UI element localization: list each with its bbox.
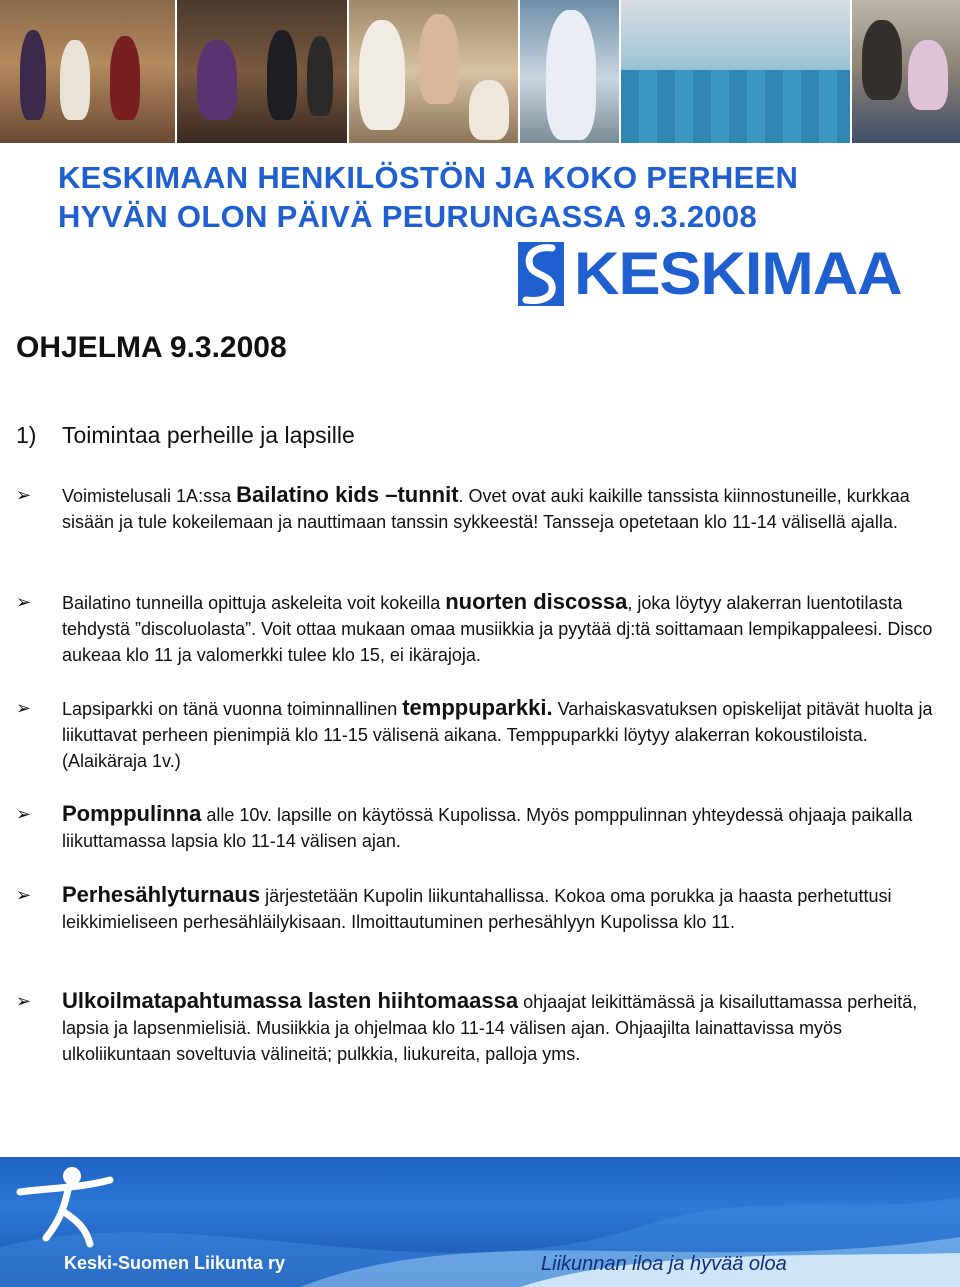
arrow-bullet-icon: ➢ — [16, 485, 32, 505]
bullet-text: , joka löytyy alakerran luentotilasta tehdystä ”discoluolasta”. Voit ottaa mukaan omaa musiikkia ja pyytää dj:tä soittamaan lempikappaleesi. Disco aukeaa klo 11 ja valomerkki tulee klo 15, ei ikärajoja. — [62, 593, 933, 665]
section-title — [16, 421, 355, 449]
photo-spinning-class-2 — [177, 0, 346, 143]
bullet-highlight: Pomppulinna — [62, 801, 202, 826]
bullet-highlight: temppuparkki. — [402, 695, 553, 720]
footer-org-name: Keski-Suomen Liikunta ry — [64, 1253, 286, 1273]
photo-girl-with-children — [349, 0, 518, 143]
section-title-text: Toimintaa perheille ja lapsille — [62, 422, 355, 448]
bullet-text: Varhaiskasvatuksen opiskelijat pitävät huolta ja liikuttavat perheen pienimpiä klo 11-15 välisenä aikana. Temppuparkki löytyy alakerran kokoustiloista. (Alaikäraja 1v.) — [62, 699, 933, 771]
section-number: 1) — [16, 422, 37, 448]
bullet-text: Bailatino tunneilla opittuja askeleita voit kokeilla — [62, 593, 446, 613]
list-item — [16, 482, 946, 535]
keskimaa-s-icon — [518, 242, 564, 306]
photo-strip — [0, 0, 960, 143]
bullet-text: alle 10v. lapsille on käytössä Kupolissa. Myös pomppulinnan yhteydessä ohjaaja paikalla liikuttamassa lapsia klo 11-14 välisen ajan. — [62, 805, 913, 851]
running-figure-logo-icon — [10, 1162, 120, 1252]
bullet-highlight: nuorten discossa — [445, 589, 628, 614]
photo-swimming-pool — [621, 0, 850, 143]
arrow-bullet-icon: ➢ — [16, 804, 32, 824]
event-title-line1: KESKIMAAN HENKILÖSTÖN JA KOKO PERHEEN — [58, 160, 799, 195]
keskimaa-logo — [518, 241, 930, 307]
bullet-text: ohjaajat leikittämässä ja kisailuttamassa perheitä, lapsia ja lapsenmielisiä. Musiikkia ja ohjelmaa klo 11-14 välisen ajan. Ohjaajilta lainattavissa myös ulkoliikuntaan soveltuvia välineitä; pulkkia, liukureita, palloja yms. — [62, 992, 918, 1064]
event-title-line2: HYVÄN OLON PÄIVÄ PEURUNGASSA 9.3.2008 — [58, 199, 758, 234]
arrow-bullet-icon: ➢ — [16, 592, 32, 612]
bullet-text: . Ovet ovat auki kaikille tanssista kiinnostuneille, kurkkaa sisään ja tule kokeilemaan ja nauttimaan tanssin sykkeestä! Tansseja opetetaan klo 11-14 välisellä ajalla. — [62, 486, 910, 532]
bullet-text: Voimistelusali 1A:ssa — [62, 486, 237, 506]
keskimaa-logo-text: KESKIMAA — [574, 240, 902, 307]
photo-spinning-class — [0, 0, 175, 143]
bullet-highlight: Ulkoilmatapahtumassa lasten hiihtomaassa — [62, 988, 519, 1013]
list-item — [16, 882, 946, 935]
footer-slogan: Liikunnan iloa ja hyvää oloa — [541, 1253, 787, 1275]
list-item — [16, 801, 946, 854]
program-title: OHJELMA 9.3.2008 — [16, 331, 287, 364]
bullet-highlight: Bailatino kids –tunnit — [236, 482, 459, 507]
photo-audience — [852, 0, 960, 143]
arrow-bullet-icon: ➢ — [16, 991, 32, 1011]
bullet-highlight: Perhesählyturnaus — [62, 882, 261, 907]
list-item — [16, 589, 946, 668]
list-item — [16, 988, 946, 1067]
list-item — [16, 695, 946, 774]
event-title — [58, 158, 938, 236]
photo-woman-smiling — [520, 0, 620, 143]
arrow-bullet-icon: ➢ — [16, 698, 32, 718]
bullet-text: Lapsiparkki on tänä vuonna toiminnallinen — [62, 699, 403, 719]
bullet-text: järjestetään Kupolin liikuntahallissa. Kokoa oma porukka ja haasta perhetuttusi leikkimieliseen perhesähläilykisaan. Ilmoittautuminen perhesählyyn Kupolissa klo 11. — [62, 886, 892, 932]
arrow-bullet-icon: ➢ — [16, 885, 32, 905]
